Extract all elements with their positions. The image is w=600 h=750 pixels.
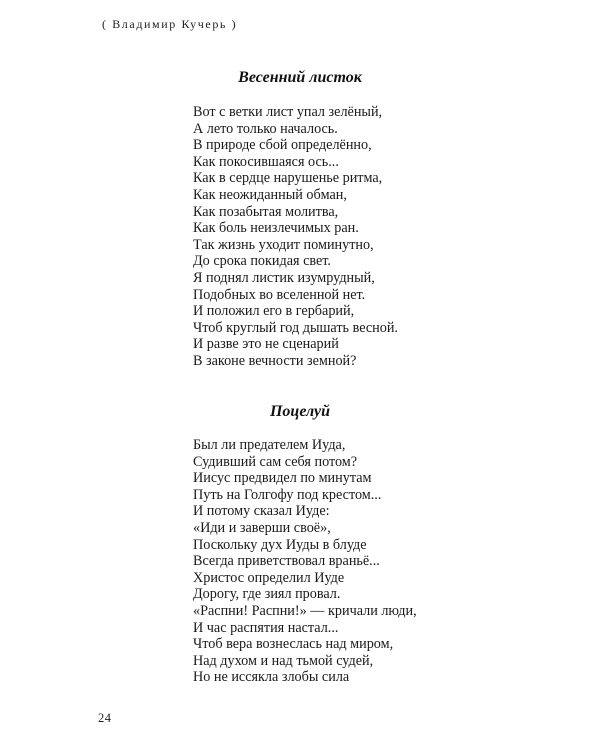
poem-line: Как неожиданный обман,	[193, 186, 347, 203]
poem-line: До срока покидая свет.	[193, 253, 331, 270]
poem-line: Всегда приветствовал враньё...	[193, 553, 380, 570]
poem-line: Так жизнь уходит поминутно,	[193, 236, 374, 253]
poem-line: Но не иссякла злобы сила	[193, 669, 350, 686]
poem-line: И положил его в гербарий,	[193, 303, 355, 320]
poem-line: Вот с ветки лист упал зелёный,	[193, 104, 383, 120]
poem-line: Как позабытая молитва,	[193, 203, 339, 220]
poem-lines	[193, 437, 553, 686]
poem-line: Над духом и над тьмой судей,	[193, 652, 374, 669]
poem-line: А лето только началось.	[193, 120, 338, 137]
poem-line: Я поднял листик изумрудный,	[193, 269, 375, 286]
poem-lines	[193, 104, 553, 370]
poem-line: Как боль неизлечимых ран.	[193, 220, 359, 237]
poem-line: И час распятия настал...	[193, 619, 339, 636]
running-header: ( Владимир Кучерь )	[102, 17, 238, 31]
poem-title: Весенний листок	[238, 69, 362, 86]
poem-line: «Иди и заверши своё»,	[193, 519, 331, 536]
poem-line: Чтоб круглый год дышать весной.	[193, 319, 398, 336]
poem-line: Христос определил Иуде	[193, 569, 345, 586]
page-number: 24	[98, 711, 112, 725]
poem-line: И потому сказал Иуде:	[193, 503, 330, 520]
poem-line: И разве это не сценарий	[193, 336, 339, 353]
poem-line: Как в сердце нарушенье ритма,	[193, 170, 383, 187]
poem-line: Был ли предателем Иуда,	[193, 437, 346, 453]
poem-line: Иисус предвидел по минутам	[193, 470, 372, 487]
poem-line: Путь на Голгофу под крестом...	[193, 486, 382, 503]
poem-line: Подобных во вселенной нет.	[193, 286, 366, 303]
poem-line: Судивший сам себя потом?	[193, 453, 358, 470]
poem-line: «Распни! Распни!» — кричали люди,	[193, 602, 417, 619]
poem-line: В природе сбой определённо,	[193, 137, 372, 154]
poem-title: Поцелуй	[269, 403, 331, 420]
poem-line: Как покосившаяся ось...	[193, 153, 339, 170]
poem-line: Дорогу, где зиял провал.	[193, 586, 341, 603]
poem-line: В законе вечности земной?	[193, 352, 357, 369]
poem-line: Чтоб вера вознеслась над миром,	[193, 636, 394, 653]
poem-line: Поскольку дух Иуды в блуде	[193, 536, 367, 553]
